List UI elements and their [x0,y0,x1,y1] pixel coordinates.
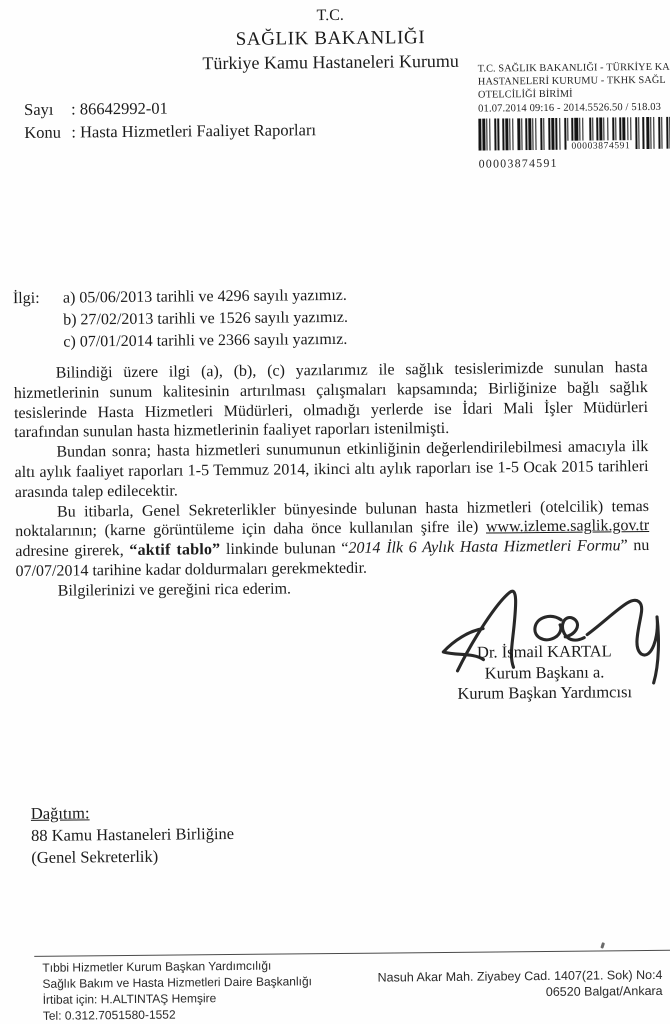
document-meta [24,96,316,144]
reference-item: c) 07/01/2014 tarihli ve 2366 sayılı yazımız. [63,330,348,351]
letterhead-ministry: SAĞLIK BAKANLIĞI [235,27,426,50]
konu-value: : Hasta Hizmetleri Faaliyet Raporları [71,119,317,142]
signatory [419,641,670,705]
signatory-title-2: Kurum Başkan Yardımcısı [457,682,633,704]
paragraph-1: Bilindiği üzere ilgi (a), (b), (c) yazılarımız ile sağlık tesislerimizde sunulan hasta hizmetlerinin sunum kalitesinin artırılması çalışmaları kapsamında; Birliğinize bağlı sağlık tesislerinde Hasta Hizmetleri Müdürleri, olmadığı yerlerde ise İdari Mali İşler Müdürleri tarafından sunulan hasta hizmetlerinin faaliyet raporları istenilmişti. [13,358,649,442]
paragraph-3 [15,497,650,582]
footer-address-line: 06520 Balgat/Ankara [545,983,663,999]
aktif-tablo-bold: “aktif tablo” [129,541,221,560]
konu-row [24,119,316,144]
sayi-row [24,96,316,121]
paragraph-3-text: linkinde bulunan “ [220,540,349,559]
footer-line: Tıbbi Hizmetler Kurum Başkan Yardımcılığı [42,958,272,975]
reference-item: b) 27/02/2013 tarihli ve 1526 sayılı yazımız. [63,308,349,329]
sayi-value: : 86642992-01 [71,98,168,119]
footer-department-info [42,958,312,1024]
signatory-title-1: Kurum Başkanı a. [484,662,605,683]
letter-body [14,358,650,602]
footer-line: Sağlık Bakım ve Hasta Hizmetleri Daire Başkanlığı [42,974,313,991]
stamp-date-number: 01.07.2014 09:16 - 2014.5526.50 / 518.03 [478,101,662,115]
paragraph-3-text: ” nu 07/07/2014 tarihine kadar doldurmaları gerekmektedir. [15,537,650,581]
barcode [478,116,670,150]
letterhead-tc: T.C. [316,6,344,25]
distribution-block [31,801,235,869]
distribution-label: Dağıtım: [30,803,90,823]
footer-address-line: Nasuh Akar Mah. Ziyabey Cad. 1407(21. Sok) No:4 [377,967,663,985]
barcode-number: 00003874591 [478,155,558,171]
signatory-name: Dr. İsmail KARTAL [476,641,612,662]
sayi-label: Sayı [24,99,54,119]
paragraph-3-text: adresine girerek, [15,542,130,561]
konu-label: Konu [24,122,62,142]
signature-block [419,583,670,705]
references-items [63,285,348,354]
form-name-italic: 2014 İlk 6 Aylık Hasta Hizmetleri Formu [348,537,621,558]
stamp-line-2: HASTANELERİ KURUMU - TKHK SAĞL [477,74,666,88]
footer-columns [4,951,670,1024]
footer-line: İrtibat için: H.ALTINTAŞ Hemşire [42,990,217,1007]
letterhead-institution: Türkiye Kamu Hastaneleri Kurumu [202,50,459,74]
barcode-inline-number: 00003874591 [566,140,635,154]
footer-line: Tel: 0.312.7051580-1552 [42,1007,176,1023]
page-footer [4,950,670,1024]
footer-address [377,955,662,1021]
registry-stamp [478,60,670,170]
paragraph-3-text: Bu itibarla, Genel Sekreterlikler bünyesinde bulunan hasta hizmetleri (otelcilik) temas noktalarının; (karne görüntüleme için daha önce kullanılan şifre ile) [15,497,650,541]
reference-item: a) 05/06/2013 tarihli ve 4296 sayılı yazımız. [62,286,347,307]
stamp-line-3: OTELCİLİĞİ BİRİMİ [477,88,573,101]
url-text: www.izleme.saglik.gov.tr [485,517,650,536]
scan-artifact [600,942,605,949]
references-block [13,282,654,354]
references-label: İlgi: [12,289,40,308]
distribution-line: (Genel Sekreterlik) [31,846,159,867]
paragraph-2: Bundan sonra; hasta hizmetleri sunumunun etkinliğinin değerlendirilebilmesi amacıyla ilk altı aylık faaliyet raporları 1-5 Temmuz 2014, ikinci altı aylık raporları ise 1-5 Ocak 2015 tarihleri arasında talep edilecektir. [14,438,649,501]
distribution-line: 88 Kamu Hastaneleri Birliğine [30,823,235,845]
stamp-line-1: T.C. SAĞLIK BAKANLIĞI - TÜRKİYE KA [477,61,670,75]
closing-sentence: Bilgilerinizi ve gereğini rica ederim. [57,580,292,600]
